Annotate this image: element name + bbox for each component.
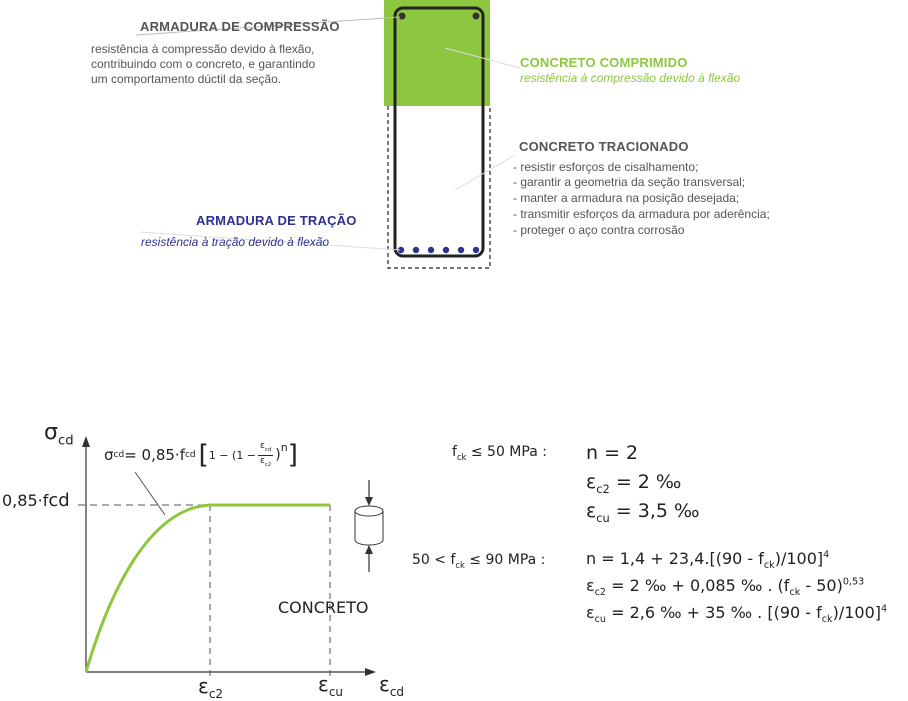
compression-bar <box>473 13 480 20</box>
compressed-concrete-subtitle: resistência à compressão devido à flexão <box>520 71 741 85</box>
material-label: CONCRETO <box>278 598 369 617</box>
eq2-eps-cu: $\varepsilon_{cu} = 2,6$ ‰ + 35 ‰ . $[(90 - f_{ck})/100]^4$ <box>586 603 888 626</box>
section-dashed-outline <box>388 106 490 268</box>
tensioned-concrete-line-2: - garantir a geometria da seção transversal; <box>513 175 746 189</box>
stress-formula: σ cd = 0,85·f cd [ 1 − (1 − $\varepsilon_{cd}$ $\varepsilon_{c2}$ ) $^n$ ] <box>104 440 298 470</box>
compression-steel-line-1: resistência à compressão devido à flexão, <box>91 42 315 56</box>
compression-steel-line-3: um comportamento dúctil da seção. <box>91 72 282 86</box>
tensioned-concrete-line-4: - transmitir esforços da armadura por aderência; <box>513 207 770 221</box>
eps-c2-label: $\varepsilon_{c2}$ <box>198 674 224 701</box>
compression-bar <box>399 13 406 20</box>
y-axis-arrow <box>82 436 90 447</box>
compression-steel-line-2: contribuindo com o concreto, e garantindo <box>91 57 316 71</box>
eq2-eps-c2: $\varepsilon_{c2} = 2$ ‰ + 0,085 ‰ . $(f_{ck} - 50)^{0,53}$ <box>586 576 865 599</box>
stress-strain-curve <box>86 505 330 672</box>
tension-steel-title: ARMADURA DE TRAÇÃO <box>196 213 357 228</box>
force-arrow-bottom-head <box>365 545 373 554</box>
tension-bar <box>413 247 419 253</box>
tension-bar <box>428 247 434 253</box>
tension-bar <box>473 247 479 253</box>
condition-1: $f_{ck} \le 50$ MPa : <box>452 444 547 462</box>
cylinder-top <box>355 506 383 516</box>
tensioned-concrete-line-1: - resistir esforços de cisalhamento; <box>513 160 699 174</box>
formula-leader <box>135 472 165 515</box>
compressed-concrete-title: CONCRETO COMPRIMIDO <box>520 55 688 70</box>
eq1-eps-cu: $\varepsilon_{cu} = 3,5$ ‰ <box>586 500 700 525</box>
tensioned-concrete-line-5: - proteger o aço contra corrosão <box>513 223 685 237</box>
eq1-eps-c2: $\varepsilon_{c2} = 2$ ‰ <box>586 471 682 496</box>
x-axis-label: $\varepsilon_{cd}$ <box>379 672 405 699</box>
y-axis-label: $\sigma_{cd}$ <box>44 420 74 449</box>
force-arrow-top-head <box>365 497 373 506</box>
x-axis-arrow <box>365 668 376 676</box>
compression-steel-title: ARMADURA DE COMPRESSÃO <box>140 19 340 34</box>
tensioned-concrete-title: CONCRETO TRACIONADO <box>519 139 689 154</box>
peak-stress-label: 0,85·fcd <box>2 490 70 511</box>
eq1-n: n = 2 <box>586 442 639 464</box>
leader-tensioned-concrete <box>455 155 515 190</box>
tension-bar <box>458 247 464 253</box>
tensioned-concrete-line-3: - manter a armadura na posição desejada; <box>513 191 740 205</box>
eps-cu-label: $\varepsilon_{cu}$ <box>318 672 344 699</box>
tension-steel-subtitle: resistência à tração devido à flexão <box>141 235 330 249</box>
condition-2: $50 < f_{ck} \le 90$ MPa : <box>412 552 546 570</box>
eq2-n: $n = 1,4 + 23,4.[(90 - f_{ck})/100]^4$ <box>586 549 830 572</box>
formula-fraction: $\varepsilon_{cd}$ $\varepsilon_{c2}$ <box>260 440 272 468</box>
tension-bar <box>443 247 449 253</box>
cylinder-bottom <box>355 540 383 545</box>
